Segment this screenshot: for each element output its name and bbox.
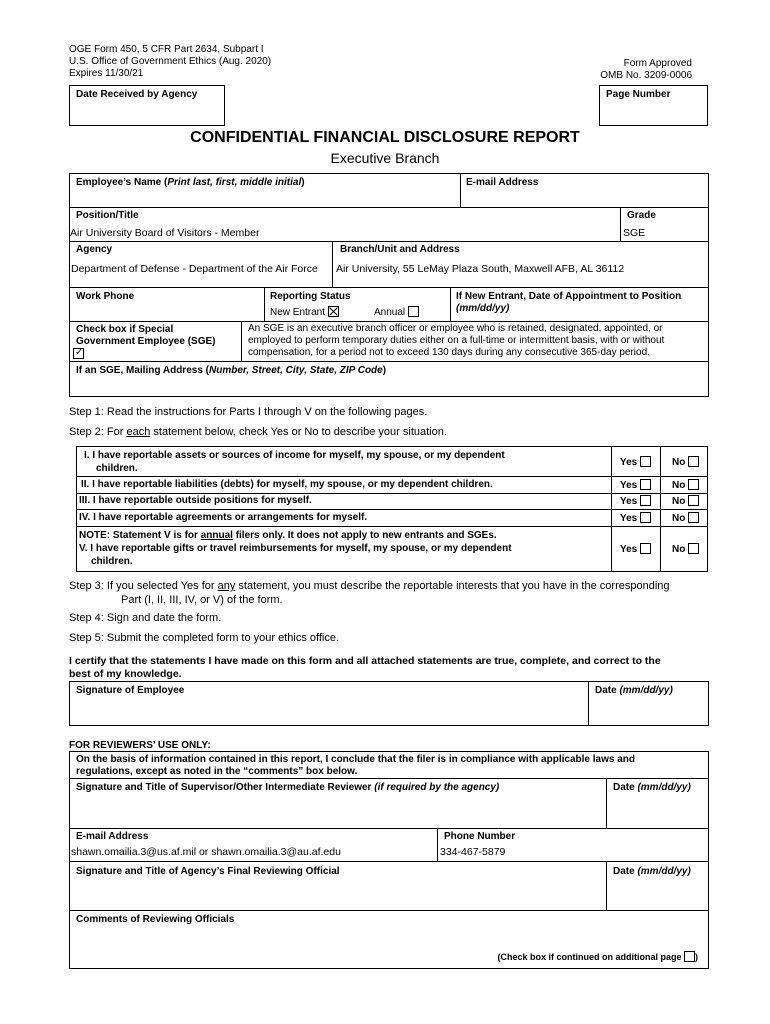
step-1: Step 1: Read the instructions for Parts I through V on the following pages. xyxy=(69,406,428,418)
statement-4: IV. I have reportable agreements or arrangements for myself. xyxy=(79,512,368,523)
form-header-left xyxy=(69,44,271,80)
comments-field[interactable] xyxy=(70,927,708,951)
employee-signature-label: Signature of Employee xyxy=(76,685,185,696)
position-label: Position/Title xyxy=(76,210,139,221)
final-reviewer-signature-field[interactable] xyxy=(70,879,605,909)
employee-date-field[interactable] xyxy=(589,698,708,725)
mailing-address-field[interactable] xyxy=(70,378,708,396)
form-agency: U.S. Office of Government Ethics (Aug. 2020) xyxy=(69,56,272,67)
reviewer-phone-label: Phone Number xyxy=(444,831,516,842)
form-number: OGE Form 450, 5 CFR Part 2634, Subpart I xyxy=(69,44,264,55)
continued-page-option[interactable]: (Check box if continued on additional page ) xyxy=(497,952,698,962)
statement-4-yes[interactable]: Yes xyxy=(620,512,651,524)
statement-5-no-checkbox[interactable] xyxy=(688,543,699,554)
statement-4-yes-checkbox[interactable] xyxy=(640,512,651,523)
final-reviewer-date-label: Date (mm/dd/yy) xyxy=(613,866,691,877)
certification-statement: I certify that the statements I have made on this form and all attached statements are true, complete, and correct to the best of my knowledge. xyxy=(69,655,661,680)
employee-name-label: Employee’s Name (Print last, first, middle initial) xyxy=(76,177,305,188)
grade-label: Grade xyxy=(627,210,656,221)
form-approved: Form Approved xyxy=(623,58,692,69)
statement-5-no[interactable]: No xyxy=(672,543,699,555)
statement-2-yes[interactable]: Yes xyxy=(620,479,651,491)
statement-5: NOTE: Statement V is for annual filers only. It does not apply to new entrants and SGEs. V. I have reportable gifts or travel reimbursements for myself, my spouse, or my dependent children. xyxy=(79,530,512,567)
step-5: Step 5: Submit the completed form to your ethics office. xyxy=(69,632,340,644)
date-received-label: Date Received by Agency xyxy=(76,89,198,100)
statement-3-yes-checkbox[interactable] xyxy=(640,495,651,506)
step-3: Step 3: If you selected Yes for any statement, you must describe the reportable interests that you have in the corresponding Part (I, II, III, IV, or V) of the form. xyxy=(69,580,670,606)
statement-2-yes-checkbox[interactable] xyxy=(640,479,651,490)
employee-name-field[interactable] xyxy=(70,190,459,206)
annual-option[interactable] xyxy=(374,306,419,318)
supervisor-date-field[interactable] xyxy=(607,795,708,827)
branch-value[interactable]: Air University, 55 LeMay Plaza South, Maxwell AFB, AL 36112 xyxy=(336,263,625,275)
employee-signature-field[interactable] xyxy=(70,698,587,725)
grade-value[interactable]: SGE xyxy=(623,227,646,239)
statement-3: III. I have reportable outside positions for myself. xyxy=(79,495,312,506)
reviewer-phone-value[interactable]: 334-467-5879 xyxy=(440,846,506,858)
statement-1-no[interactable]: No xyxy=(672,456,699,468)
reporting-status-label: Reporting Status xyxy=(270,291,351,302)
annual-label: Annual xyxy=(374,307,406,318)
statement-2: II. I have reportable liabilities (debts) for myself, my spouse, or my dependent children. xyxy=(81,479,493,490)
statement-4-no-checkbox[interactable] xyxy=(688,512,699,523)
date-received-box[interactable] xyxy=(69,85,225,126)
supervisor-date-label: Date (mm/dd/yy) xyxy=(613,782,691,793)
step-2: Step 2: For each statement below, check Yes or No to describe your situation. xyxy=(69,426,447,438)
statement-3-no[interactable]: No xyxy=(672,495,699,507)
statement-5-yes[interactable]: Yes xyxy=(620,543,651,555)
supervisor-signature-label: Signature and Title of Supervisor/Other Intermediate Reviewer (if required by the agency) xyxy=(76,782,500,793)
statement-1-yes-checkbox[interactable] xyxy=(640,456,651,467)
mailing-address-label: If an SGE, Mailing Address (Number, Street, City, State, ZIP Code) xyxy=(76,365,387,376)
sge-checkbox[interactable] xyxy=(73,348,84,359)
email-field[interactable] xyxy=(461,190,708,206)
statement-3-yes[interactable]: Yes xyxy=(620,495,651,507)
statement-1: I. I have reportable assets or sources of income for myself, my spouse, or my dependent children. xyxy=(84,450,505,474)
reviewers-heading: FOR REVIEWERS’ USE ONLY: xyxy=(69,740,211,751)
new-entrant-checkbox[interactable] xyxy=(328,306,339,317)
email-label: E-mail Address xyxy=(466,177,539,188)
new-entrant-label: New Entrant xyxy=(270,307,326,318)
statement-1-yes[interactable]: Yes xyxy=(620,456,651,468)
form-expiration: Expires 11/30/21 xyxy=(69,68,144,79)
agency-value[interactable]: Department of Defense - Department of the Air Force xyxy=(71,263,318,275)
sge-check-label: Check box if Special Government Employee (SGE) xyxy=(76,324,216,347)
statement-4-no[interactable]: No xyxy=(672,512,699,524)
form-header-right xyxy=(600,58,692,82)
statement-3-no-checkbox[interactable] xyxy=(688,495,699,506)
reviewer-email-value[interactable]: shawn.omailia.3@us.af.mil or shawn.omailia.3@au.af.edu xyxy=(71,846,341,858)
position-value[interactable]: Air University Board of Visitors - Member xyxy=(70,227,260,239)
statement-2-no-checkbox[interactable] xyxy=(688,479,699,490)
continued-page-checkbox[interactable] xyxy=(684,951,695,962)
omb-number: OMB No. 3209-0006 xyxy=(600,70,692,81)
page-subtitle: Executive Branch xyxy=(330,150,440,166)
final-reviewer-signature-label: Signature and Title of Agency’s Final Reviewing Official xyxy=(76,866,340,877)
statement-5-yes-checkbox[interactable] xyxy=(640,543,651,554)
employee-date-label: Date (mm/dd/yy) xyxy=(595,685,673,696)
reviewer-email-label: E-mail Address xyxy=(76,831,149,842)
statement-2-no[interactable]: No xyxy=(672,479,699,491)
step-4: Step 4: Sign and date the form. xyxy=(69,612,222,624)
final-reviewer-date-field[interactable] xyxy=(607,879,708,909)
work-phone-label: Work Phone xyxy=(76,291,135,302)
new-entrant-option[interactable] xyxy=(270,306,339,318)
page-title: CONFIDENTIAL FINANCIAL DISCLOSURE REPORT xyxy=(190,129,580,146)
appointment-date-label: If New Entrant, Date of Appointment to Position (mm/dd/yy) xyxy=(456,291,682,314)
branch-label: Branch/Unit and Address xyxy=(340,244,460,255)
supervisor-signature-field[interactable] xyxy=(70,795,605,827)
comments-label: Comments of Reviewing Officials xyxy=(76,914,235,925)
reviewer-basis-statement: On the basis of information contained in this report, I conclude that the filer is in compliance with applicable laws and regulations, except as noted in the “comments” box below. xyxy=(76,754,635,777)
page-number-label: Page Number xyxy=(606,89,671,100)
page-number-box[interactable] xyxy=(599,85,708,126)
annual-checkbox[interactable] xyxy=(408,306,419,317)
agency-label: Agency xyxy=(76,244,113,255)
statement-1-no-checkbox[interactable] xyxy=(688,456,699,467)
sge-description: An SGE is an executive branch officer or employee who is retained, designated, appointed, or employed to perform temporary duties either on a full-time or intermittent basis, with or without compensation, for a period not to exceed 130 days during any consecutive 365-day period. xyxy=(248,323,665,358)
